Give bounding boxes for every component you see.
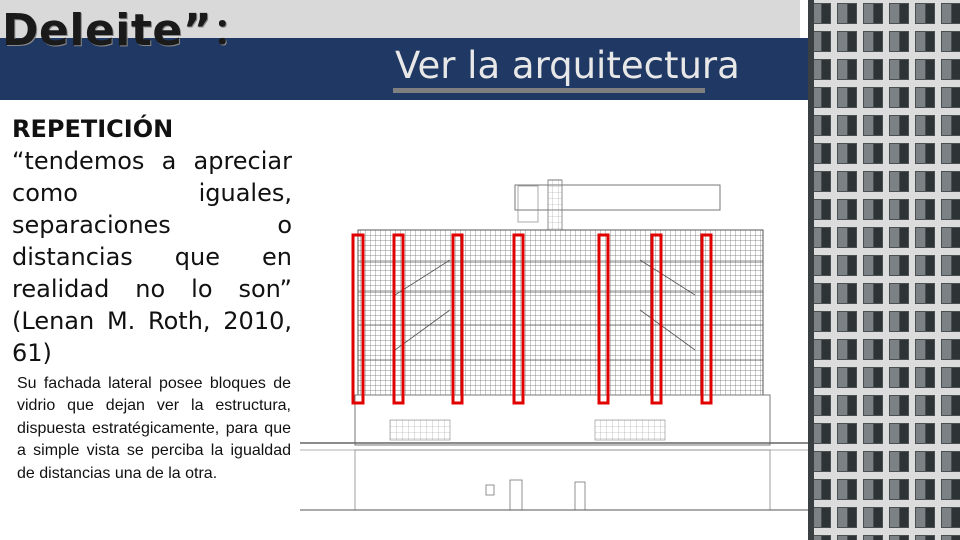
quote-heading: REPETICIÓN: [12, 115, 174, 143]
title-underline: [393, 88, 705, 93]
building-facade-photo: [808, 0, 960, 540]
building-elevation-drawing: [300, 150, 808, 515]
body-paragraph: Su fachada lateral posee bloques de vidrio que dejan ver la estructura, dispuesta estratégicamente, para que a simple vista se perciba la igualdad de distancias una de la otra.: [17, 375, 291, 482]
quote-text: “tendemos a apreciar como iguales, separaciones o distancias que en realidad no lo son” (Lenan M. Roth, 2010, 61): [12, 147, 292, 367]
slide-title: Deleite”：: [2, 5, 257, 56]
slide-subtitle: Ver la arquitectura: [395, 44, 740, 87]
quote-block: [12, 113, 292, 369]
